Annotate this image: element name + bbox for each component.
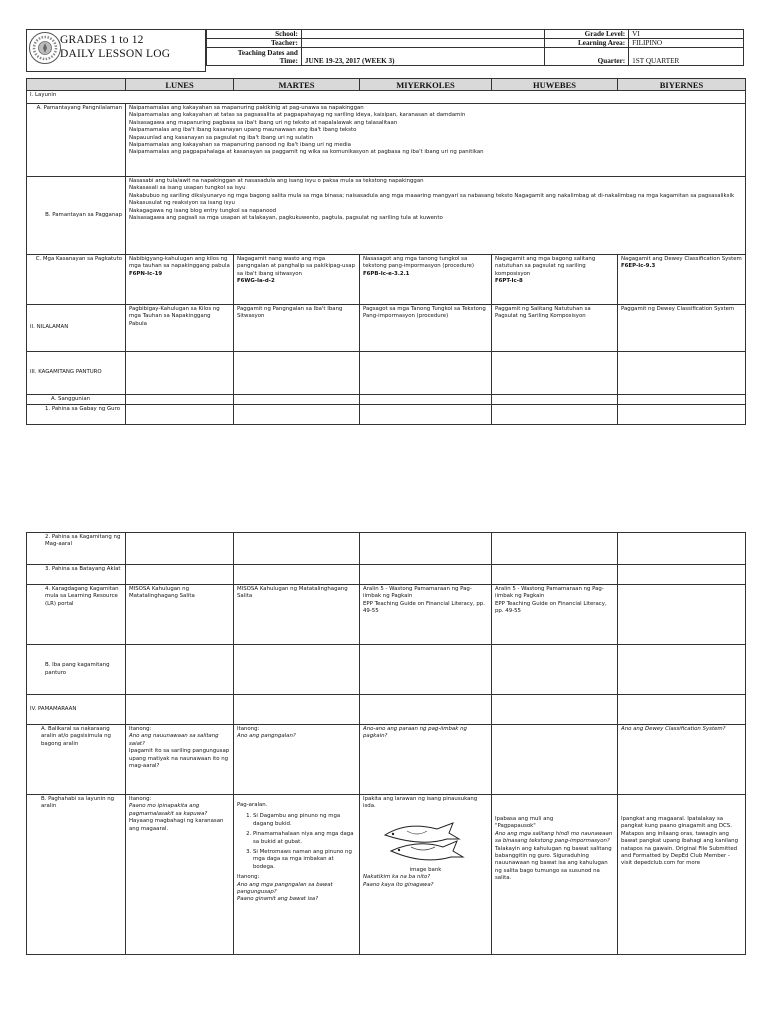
empty-cell bbox=[360, 695, 492, 725]
ibapang-label: B. Iba pang kagamitang panturo bbox=[27, 645, 126, 695]
dates-label-line1: Teaching Dates and bbox=[237, 48, 298, 57]
paghahabi-lunes bbox=[126, 795, 234, 955]
empty-cell bbox=[360, 645, 492, 695]
day-header-biyernes: BIYERNES bbox=[618, 79, 746, 91]
empty-cell bbox=[126, 352, 234, 395]
empty-cell bbox=[360, 352, 492, 395]
layunin-heading: I. Layunin bbox=[27, 91, 746, 104]
balik-lunes-heading: Itanong: bbox=[129, 726, 152, 732]
day-header-huwebes: HUWEBES bbox=[492, 79, 618, 91]
empty-cell bbox=[618, 645, 746, 695]
pamantayang-line: Naipamamalas ang iba't ibang kasanayan upang maunawaan ang iba't ibang teksto bbox=[129, 127, 357, 134]
hab-huwe-question: Ano ang mga salitang hindi mo naunawaan sa binasang tekstong pang-impormasyon? bbox=[495, 830, 613, 845]
sanggunian-label: A. Sanggunian bbox=[27, 395, 126, 405]
hab-martes-question-1: Ano ang mga pangngalan sa bawat pangungusap? bbox=[237, 881, 333, 896]
hab-lunes-text: Hayaang magbahagi ng karanasan ang magaaral. bbox=[129, 818, 224, 832]
empty-cell bbox=[234, 645, 360, 695]
lesson-log-header bbox=[26, 29, 744, 73]
pagganap-line: Naisasagawa ang pagsali sa mga usapan at talakayan, pagkukuwento, pagtula, pagsulat ng sariling tula at kuwento bbox=[129, 215, 443, 222]
list-item: 3. Si Metromaws naman ang pinuno ng mga daga sa mga imbakan at bodega. bbox=[253, 849, 356, 871]
corner-cell bbox=[27, 79, 126, 91]
pamantayang-label: A. Pamantayang Pangnilalaman bbox=[27, 104, 126, 177]
empty-cell bbox=[492, 645, 618, 695]
kasanayan-text: Nagagamit nang wasto ang mga pangngalan at panghalip sa pakikipag-usap sa iba't ibang sitwasyon bbox=[237, 256, 356, 277]
teacher-value bbox=[301, 39, 544, 48]
form-title bbox=[60, 33, 170, 61]
pamantayang-line: Naipamamalas ang kakayahan sa mapanuring pakikinig at pag-unawa sa napakinggan bbox=[129, 105, 364, 111]
empty-cell bbox=[492, 352, 618, 395]
hab-huwe-text-1: Ipabasa ang muli ang bbox=[495, 816, 554, 822]
dates-value: JUNE 19-23, 2017 (WEEK 3) bbox=[301, 48, 544, 66]
dates-label-line2: Time: bbox=[279, 56, 298, 65]
pagganap-line: Nakasasali sa isang usapan tungkol sa isyu bbox=[129, 185, 246, 192]
empty-cell bbox=[618, 395, 746, 405]
empty-cell bbox=[492, 533, 618, 565]
kagamitan-mag-label: 2. Pahina sa Kagamitang ng Mag-aaral bbox=[27, 533, 126, 565]
karagdagang-label: 4. Karagdagang Kagamitan mula sa Learning Resource (LR) portal bbox=[27, 585, 126, 645]
info-table bbox=[206, 29, 744, 66]
nilalaman-huwebes: Paggamit ng Salitang Natutuhan sa Pagsulat ng Sariling Komposisyon bbox=[492, 305, 618, 352]
pagganap-line: Nakasusulat ng reaksiyon sa isang isyu bbox=[129, 200, 235, 207]
empty-cell bbox=[360, 533, 492, 565]
karagdagang-huwebes: Aralin 5 - Wastong Pamamaraan ng Pag-iimbak ng Pagkain EPP Teaching Guide on Financial Literacy, pp. 49-55 bbox=[492, 585, 618, 645]
empty-cell bbox=[492, 405, 618, 425]
hab-miyer-question-1: Nakatikim ka na ba nito? bbox=[363, 874, 431, 881]
balik-lunes-question: Ano ang nauunawaan sa salitang saiat? bbox=[129, 733, 219, 747]
empty-cell bbox=[126, 395, 234, 405]
school-value bbox=[301, 30, 544, 39]
hab-martes-heading: Pag-aralan. bbox=[237, 802, 268, 808]
grade-value: VI bbox=[629, 30, 744, 39]
empty-cell bbox=[492, 395, 618, 405]
empty-cell bbox=[234, 695, 360, 725]
pamantayang-content bbox=[126, 104, 746, 177]
nilalaman-lunes: Pagbibigay-Kahulugan sa Kilos ng mga Tauhan sa Napakinggang Pabula bbox=[126, 305, 234, 352]
kasanayan-huwebes bbox=[492, 255, 618, 305]
pagganap-line: Nakabubuo ng sariling diksiyunaryo ng mga bagong salita mula sa mga binasa; naisasadula ang mga maaaring mangyari sa nabasang teksto Nagagamit ang nakalimbag at di-nakalimbag na mga kagamitan sa pagsasaliksik bbox=[129, 192, 735, 199]
pamantayang-line: Naipamamalas ang kakayahan at tatas sa pagsasalita at pagpapahayag ng sariling ideya, kaisipan, karanasan at damdamin bbox=[129, 112, 466, 119]
empty-cell bbox=[618, 695, 746, 725]
title-line-2: DAILY LESSON LOG bbox=[60, 48, 171, 60]
empty-cell bbox=[234, 565, 360, 585]
hab-biy-text: Ipangkat ang magaaral. Ipatalakay sa pangkat kung paano ginagamit ang DCS. Matapos ang inilaang oras, tawagin ang bawat pangkat upang ibahagi ang kanilang natapos na gawain. Original File Submitted and Formatted by DepEd Club Member - visit depedclub.com for more bbox=[621, 816, 738, 867]
empty-cell bbox=[492, 695, 618, 725]
hab-huwe-text-2: "Pagpapausok" bbox=[495, 823, 536, 830]
empty-cell bbox=[492, 565, 618, 585]
school-label: School: bbox=[207, 30, 302, 39]
empty-cell bbox=[360, 405, 492, 425]
kasanayan-text: Nabibigyang-kahulugan ang kilos ng mga tauhan sa napakinggang pabula bbox=[129, 256, 230, 270]
kasanayan-code: F6WG-Ia-d-2 bbox=[237, 278, 275, 285]
title-line-1: GRADES 1 to 12 bbox=[60, 34, 144, 46]
teacher-label: Teacher: bbox=[207, 39, 302, 48]
area-value: FILIPINO bbox=[629, 39, 744, 48]
empty-cell bbox=[360, 395, 492, 405]
empty-cell bbox=[126, 645, 234, 695]
kagamitan-label: III. KAGAMITANG PANTURO bbox=[27, 352, 126, 395]
pamantayang-line: Naisasagawa ang mapanuring pagbasa sa iba't ibang uri ng teksto at napalalawak ang talasalitaan bbox=[129, 119, 398, 126]
balik-label: A. Balikaral sa nakaraang aralin at/o pagsisimula ng bagong aralin bbox=[27, 725, 126, 795]
empty-cell bbox=[126, 565, 234, 585]
hab-miyer-caption: image bank bbox=[409, 866, 442, 873]
pamamaraan-label: IV. PAMAMARAAN bbox=[27, 695, 126, 725]
balik-lunes-text: Ipagamit ito sa sariling pangungusap upang matiyak na naunawaan ito ng mag-aaral? bbox=[129, 748, 230, 770]
paghahabi-biyernes bbox=[618, 795, 746, 955]
pamantayang-line: Naipamamalas ang pagpapahalaga at kasanayan sa paggamit ng wika sa komunikasyon at pagbasa ng iba't ibang uri ng panitikan bbox=[129, 149, 484, 156]
empty-cell bbox=[492, 725, 618, 795]
balik-martes-heading: Itanong: bbox=[237, 726, 260, 732]
kasanayan-martes bbox=[234, 255, 360, 305]
quarter-label: Quarter: bbox=[545, 48, 629, 66]
empty-cell bbox=[234, 395, 360, 405]
nilalaman-label: II. NILALAMAN bbox=[27, 305, 126, 352]
dates-label bbox=[207, 48, 302, 66]
empty-cell bbox=[234, 405, 360, 425]
kasanayan-code: F6PT-Ic-8 bbox=[495, 278, 523, 285]
empty-cell bbox=[360, 565, 492, 585]
empty-cell bbox=[126, 533, 234, 565]
grade-label: Grade Level: bbox=[545, 30, 629, 39]
kasanayan-text: Nagagamit ang Dewey Classification System bbox=[621, 256, 742, 262]
balik-miyerkoles: Ano-ano ang paraan ng pag-iimbak ng pagkain? bbox=[360, 725, 492, 795]
hab-martes-heading-2: Itanong: bbox=[237, 874, 260, 881]
hab-miyer-question-2: Paano kaya ito ginagawa? bbox=[363, 881, 434, 888]
karagdagang-biyernes bbox=[618, 585, 746, 645]
quarter-value: 1ST QUARTER bbox=[629, 48, 744, 66]
empty-cell bbox=[234, 533, 360, 565]
nilalaman-martes: Paggamit ng Pangngalan sa Iba't Ibang Sitwasyon bbox=[234, 305, 360, 352]
list-item: 1. Si Dagambu ang pinuno ng mga dagang bukid. bbox=[253, 813, 356, 828]
day-header-miyerkoles: MIYERKOLES bbox=[360, 79, 492, 91]
nilalaman-biyernes: Paggamit ng Dewey Classification System bbox=[618, 305, 746, 352]
batayang-label: 3. Pahina sa Batayang Aklat bbox=[27, 565, 126, 585]
kasanayan-lunes bbox=[126, 255, 234, 305]
paghahabi-miyerkoles bbox=[360, 795, 492, 955]
area-label: Learning Area: bbox=[545, 39, 629, 48]
kasanayan-biyernes bbox=[618, 255, 746, 305]
balik-biyernes: Ano ang Dewey Classification System? bbox=[618, 725, 746, 795]
empty-cell bbox=[618, 565, 746, 585]
karagdagang-martes: MISOSA Kahulugan ng Matatalinghagang Salita bbox=[234, 585, 360, 645]
kasanayan-label: C. Mga Kasanayan sa Pagkatuto bbox=[27, 255, 126, 305]
pagganap-line: Nakagagawa ng isang blog entry tungkol sa napanood bbox=[129, 207, 277, 214]
empty-cell bbox=[618, 533, 746, 565]
karagdagang-miyerkoles: Aralin 5 - Wastong Pamamaraan ng Pag-iimbak ng Pagkain EPP Teaching Guide on Financial Literacy, pp. 49-55 bbox=[360, 585, 492, 645]
list-item: 2. Pinamamahalaan niya ang mga daga sa bukid at gubat. bbox=[253, 831, 356, 846]
kasanayan-text: Nasasagot ang mga tanong tungkol sa tekstong pang-impormasyon (procedure) bbox=[363, 256, 474, 270]
pagganap-line: Nasasabi ang tula/awit na napakinggan at nasasadula ang isang isyu o paksa mula sa tekstong napakinggan bbox=[129, 178, 424, 184]
empty-cell bbox=[234, 352, 360, 395]
empty-cell bbox=[126, 695, 234, 725]
paghahabi-martes bbox=[234, 795, 360, 955]
day-header-martes: MARTES bbox=[234, 79, 360, 91]
hab-lunes-question: Paano mo ipinapakita ang pagmamalasakit sa kapuwa? bbox=[129, 803, 208, 817]
day-header-lunes: LUNES bbox=[126, 79, 234, 91]
pamantayang-line: Naipamamalas ang kakayahan sa mapanuring panood ng iba't ibang uri ng media bbox=[129, 142, 351, 149]
lesson-table-page-2 bbox=[26, 532, 746, 955]
hab-martes-list bbox=[237, 813, 356, 871]
pagganap-content bbox=[126, 177, 746, 255]
kasanayan-text: Nagagamit ang mga bagong salitang natutuhan sa pagsulat ng sariling komposisyon bbox=[495, 256, 596, 277]
paghahabi-huwebes bbox=[492, 795, 618, 955]
empty-cell bbox=[618, 405, 746, 425]
balik-lunes bbox=[126, 725, 234, 795]
nilalaman-miyerkoles: Pagsagot sa mga Tanong Tungkol sa Tekstong Pang-impormasyon (procedure) bbox=[360, 305, 492, 352]
gabay-label: 1. Pahina sa Gabay ng Guro bbox=[27, 405, 126, 425]
balik-martes bbox=[234, 725, 360, 795]
hab-huwe-text-3: Talakayin ang kahulugan ng bawat salitang babanggitin ng guro. Siguraduhing nauunawaan ng bawat isa ang kahulugan ng salita bago tumungo sa susunod na salita. bbox=[495, 845, 612, 882]
lesson-table-page-1 bbox=[26, 78, 746, 425]
hab-lunes-heading: Itanong: bbox=[129, 796, 152, 802]
karagdagang-lunes: MISOSA Kahulugan ng Matatalinghagang Salita bbox=[126, 585, 234, 645]
hab-miyer-text: Ipakita ang larawan ng isang pinausukang isda. bbox=[363, 796, 478, 810]
deped-seal-icon bbox=[28, 31, 62, 65]
balik-martes-question: Ano ang pangngalan? bbox=[237, 733, 296, 740]
empty-cell bbox=[126, 405, 234, 425]
kasanayan-miyerkoles bbox=[360, 255, 492, 305]
paghahabi-label: B. Paghahabi sa layunin ng aralin bbox=[27, 795, 126, 955]
smoked-fish-image bbox=[377, 817, 467, 867]
kasanayan-code: F6PN-Ic-19 bbox=[129, 270, 163, 277]
hab-martes-question-2: Paano ginamit ang bawat isa? bbox=[237, 896, 319, 903]
empty-cell bbox=[618, 352, 746, 395]
kasanayan-code: F6EP-Ic-9.3 bbox=[621, 263, 656, 270]
pagganap-label: B. Pamantayan sa Pagganap bbox=[27, 177, 126, 255]
kasanayan-code: F6PB-Ic-e-3.2.1 bbox=[363, 270, 410, 277]
pamantayang-line: Napauunlad ang kasanayan sa pagsulat ng iba't ibang uri ng sulatin bbox=[129, 134, 314, 141]
